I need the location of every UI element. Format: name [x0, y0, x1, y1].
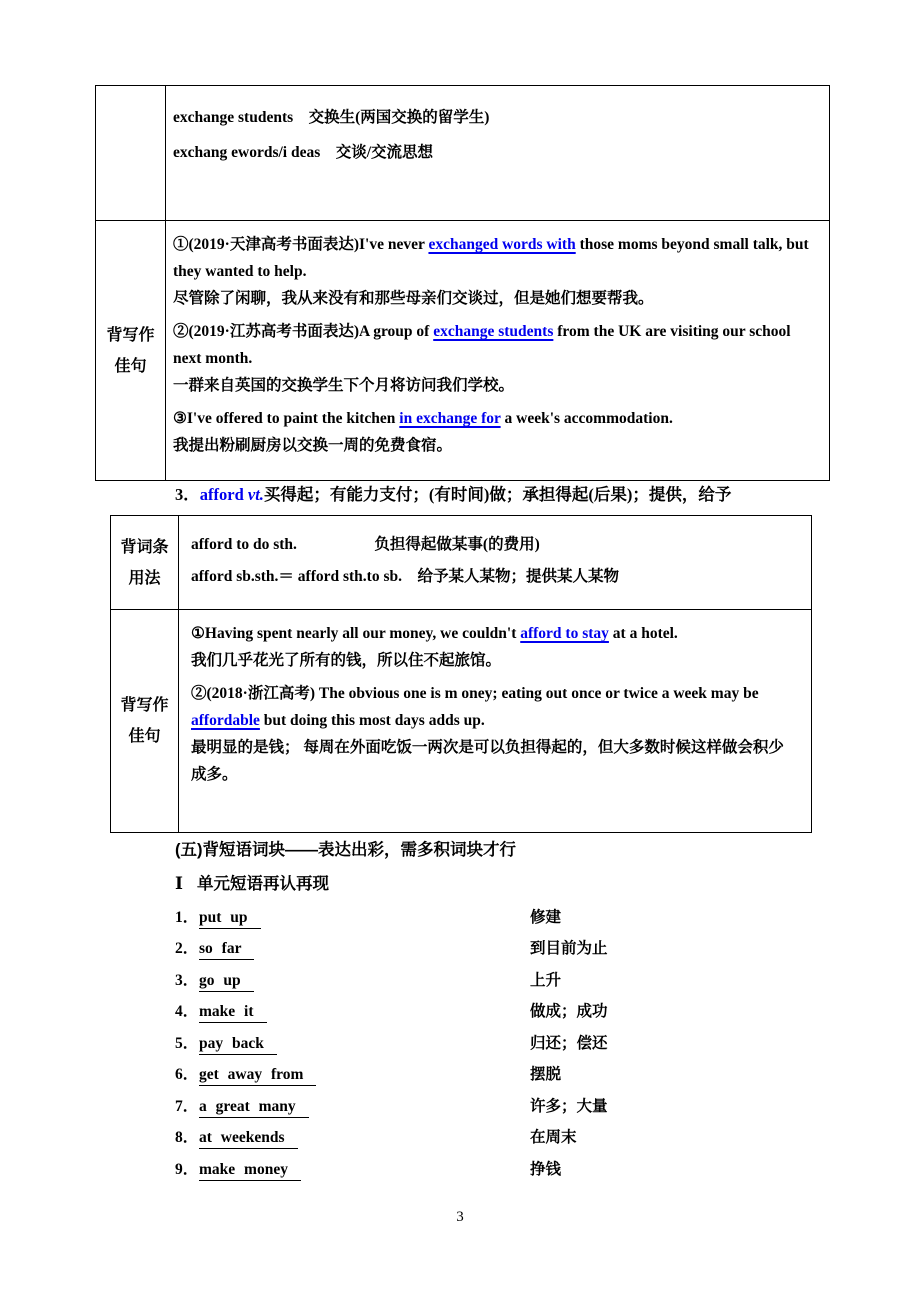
- phrase-meaning: 上升: [530, 971, 562, 989]
- afford-usage-row: [111, 516, 812, 610]
- exchange-sentences-cell: [166, 221, 830, 481]
- page-number: 3: [456, 1209, 464, 1225]
- phrase-number: 1．: [175, 908, 199, 926]
- sentence-text: ①(2019·天津高考书面表达)I've never: [173, 236, 429, 253]
- phrase-list-item: [175, 1152, 775, 1184]
- phrase-meaning: 挣钱: [530, 1160, 562, 1178]
- exchange-word-table: [95, 85, 830, 481]
- sentence-text: ②(2019·江苏高考书面表达)A group of: [173, 323, 434, 340]
- sentence-text: ③I've offered to paint the kitchen: [173, 410, 400, 427]
- afford-entry-heading: [175, 483, 731, 507]
- sentence-text: ①Having spent nearly all our money, we couldn't: [191, 625, 521, 642]
- phrase-number: 9．: [175, 1160, 199, 1178]
- phrase-left: [175, 1094, 530, 1116]
- sentence-english: [173, 405, 815, 432]
- sentence-translation: 我们几乎花光了所有的钱，所以住不起旅馆。: [191, 652, 502, 669]
- example-sentence: [191, 620, 797, 674]
- sentence-text: ②(2018·浙江高考) The obvious one is m oney; eating out once or twice a week may be: [191, 685, 759, 702]
- usage-label-cell: [111, 516, 179, 610]
- phrase-meaning: 到目前为止: [530, 940, 608, 958]
- phrase-english: pay back: [199, 1035, 277, 1055]
- sentence-english: [191, 620, 797, 647]
- label-line: 背词条: [120, 538, 169, 556]
- phrase-list-item: [175, 1121, 775, 1153]
- usage-line: exchang ewords/i deas 交谈/交流思想: [173, 144, 434, 161]
- phrase-number: 6．: [175, 1066, 199, 1084]
- exchange-usage-cell: [166, 86, 830, 221]
- phrase-english: make money: [199, 1161, 301, 1181]
- phrase-number: 8．: [175, 1129, 199, 1147]
- example-sentence: [173, 231, 815, 312]
- sentence-text: at a hotel.: [608, 625, 678, 642]
- entry-pos: vt.: [247, 485, 264, 504]
- phrase-meaning: 摆脱: [530, 1066, 562, 1084]
- sentence-english: [191, 680, 797, 734]
- phrase-meaning: 归还；偿还: [530, 1034, 608, 1052]
- phrase-english: so far: [199, 940, 254, 960]
- sentence-text: a week's accommodation.: [500, 410, 673, 427]
- phrase-left: [175, 1062, 530, 1084]
- phrase-meaning: 在周末: [530, 1129, 577, 1147]
- phrase-left: [175, 936, 530, 958]
- empty-label-cell: [96, 86, 166, 221]
- phrase-list-item: [175, 1026, 775, 1058]
- entry-number: 3．: [175, 485, 200, 504]
- example-sentence: [191, 680, 797, 788]
- usage-line: exchange students 交换生(两国交换的留学生): [173, 109, 490, 126]
- phrase-number: 7．: [175, 1097, 199, 1115]
- label-line: 佳句: [128, 728, 161, 745]
- subheading-text: 单元短语再认再现: [196, 875, 329, 893]
- afford-sentences-row: [111, 610, 812, 833]
- sentence-text: from the UK are visiting our school next month.: [173, 323, 791, 367]
- phrase-english: a great many: [199, 1098, 309, 1118]
- phrase-meaning: 修建: [530, 908, 562, 926]
- exchange-usage-row: [96, 86, 830, 221]
- sentences-label-cell: [111, 610, 179, 833]
- usage-line: afford sb.sth.＝ afford sth.to sb. 给予某人某物；提供某人某物: [191, 568, 619, 585]
- section-subheading: [175, 871, 329, 897]
- label-line: 背写作: [106, 326, 155, 344]
- phrase-number: 2．: [175, 940, 199, 958]
- phrase-english: make it: [199, 1003, 267, 1023]
- sentence-translation: 一群来自英国的交换学生下个月将访问我们学校。: [173, 377, 515, 394]
- entry-meaning: 买得起；有能力支付；(有时间)做；承担得起(后果)；提供，给予: [263, 485, 732, 504]
- phrase-left: [175, 999, 530, 1021]
- phrase-list-item: [175, 900, 775, 932]
- sentence-translation: 尽管除了闲聊，我从来没有和那些母亲们交谈过，但是她们想要帮我。: [173, 290, 654, 307]
- section-five-title: (五)背短语词块——表达出彩，需多积词块才行: [175, 841, 516, 859]
- highlighted-phrase: exchanged words with: [428, 236, 576, 253]
- afford-sentences-cell: [179, 610, 812, 833]
- highlighted-phrase: exchange students: [433, 323, 554, 340]
- phrase-list: [175, 900, 775, 1184]
- example-sentence: [173, 405, 815, 459]
- phrase-list-item: [175, 1058, 775, 1090]
- phrase-list-item: [175, 932, 775, 964]
- phrase-number: 3．: [175, 971, 199, 989]
- phrase-number: 5．: [175, 1034, 199, 1052]
- label-line: 用法: [128, 569, 161, 587]
- exchange-sentences-row: [96, 221, 830, 481]
- phrase-list-item: [175, 963, 775, 995]
- sentence-text: those moms beyond small talk, but they wanted to help.: [173, 236, 809, 280]
- afford-usage-cell: [179, 516, 812, 610]
- sentence-english: [173, 231, 815, 285]
- phrase-list-item: [175, 995, 775, 1027]
- phrase-meaning: 做成；成功: [530, 1003, 608, 1021]
- phrase-meaning: 许多；大量: [530, 1097, 608, 1115]
- sentence-text: but doing this most days adds up.: [259, 712, 485, 729]
- phrase-english: go up: [199, 972, 254, 992]
- phrase-english: at weekends: [199, 1129, 298, 1149]
- phrase-list-item: [175, 1089, 775, 1121]
- afford-table: [110, 515, 812, 833]
- phrase-english: get away from: [199, 1066, 316, 1086]
- sentence-english: [173, 318, 815, 372]
- phrase-left: [175, 1125, 530, 1147]
- usage-line: afford to do sth. 负担得起做某事(的费用): [191, 536, 540, 553]
- roman-numeral: Ⅰ: [175, 874, 183, 893]
- phrase-number: 4．: [175, 1003, 199, 1021]
- phrase-left: [175, 1157, 530, 1179]
- highlighted-phrase: in exchange for: [399, 410, 501, 427]
- highlighted-phrase: affordable: [191, 712, 260, 729]
- phrase-english: put up: [199, 909, 261, 929]
- example-sentence: [173, 318, 815, 399]
- entry-word: afford: [199, 485, 248, 504]
- highlighted-phrase: afford to stay: [520, 625, 609, 642]
- sentences-label-cell: [96, 221, 166, 481]
- label-line: 背写作: [120, 697, 169, 714]
- sentence-translation: 最明显的是钱； 每周在外面吃饭一两次是可以负担得起的，但大多数时候这样做会积少成多。: [191, 739, 784, 783]
- label-line: 佳句: [114, 357, 147, 375]
- sentence-translation: 我提出粉刷厨房以交换一周的免费食宿。: [173, 437, 453, 454]
- phrase-left: [175, 905, 530, 927]
- phrase-left: [175, 968, 530, 990]
- phrase-left: [175, 1031, 530, 1053]
